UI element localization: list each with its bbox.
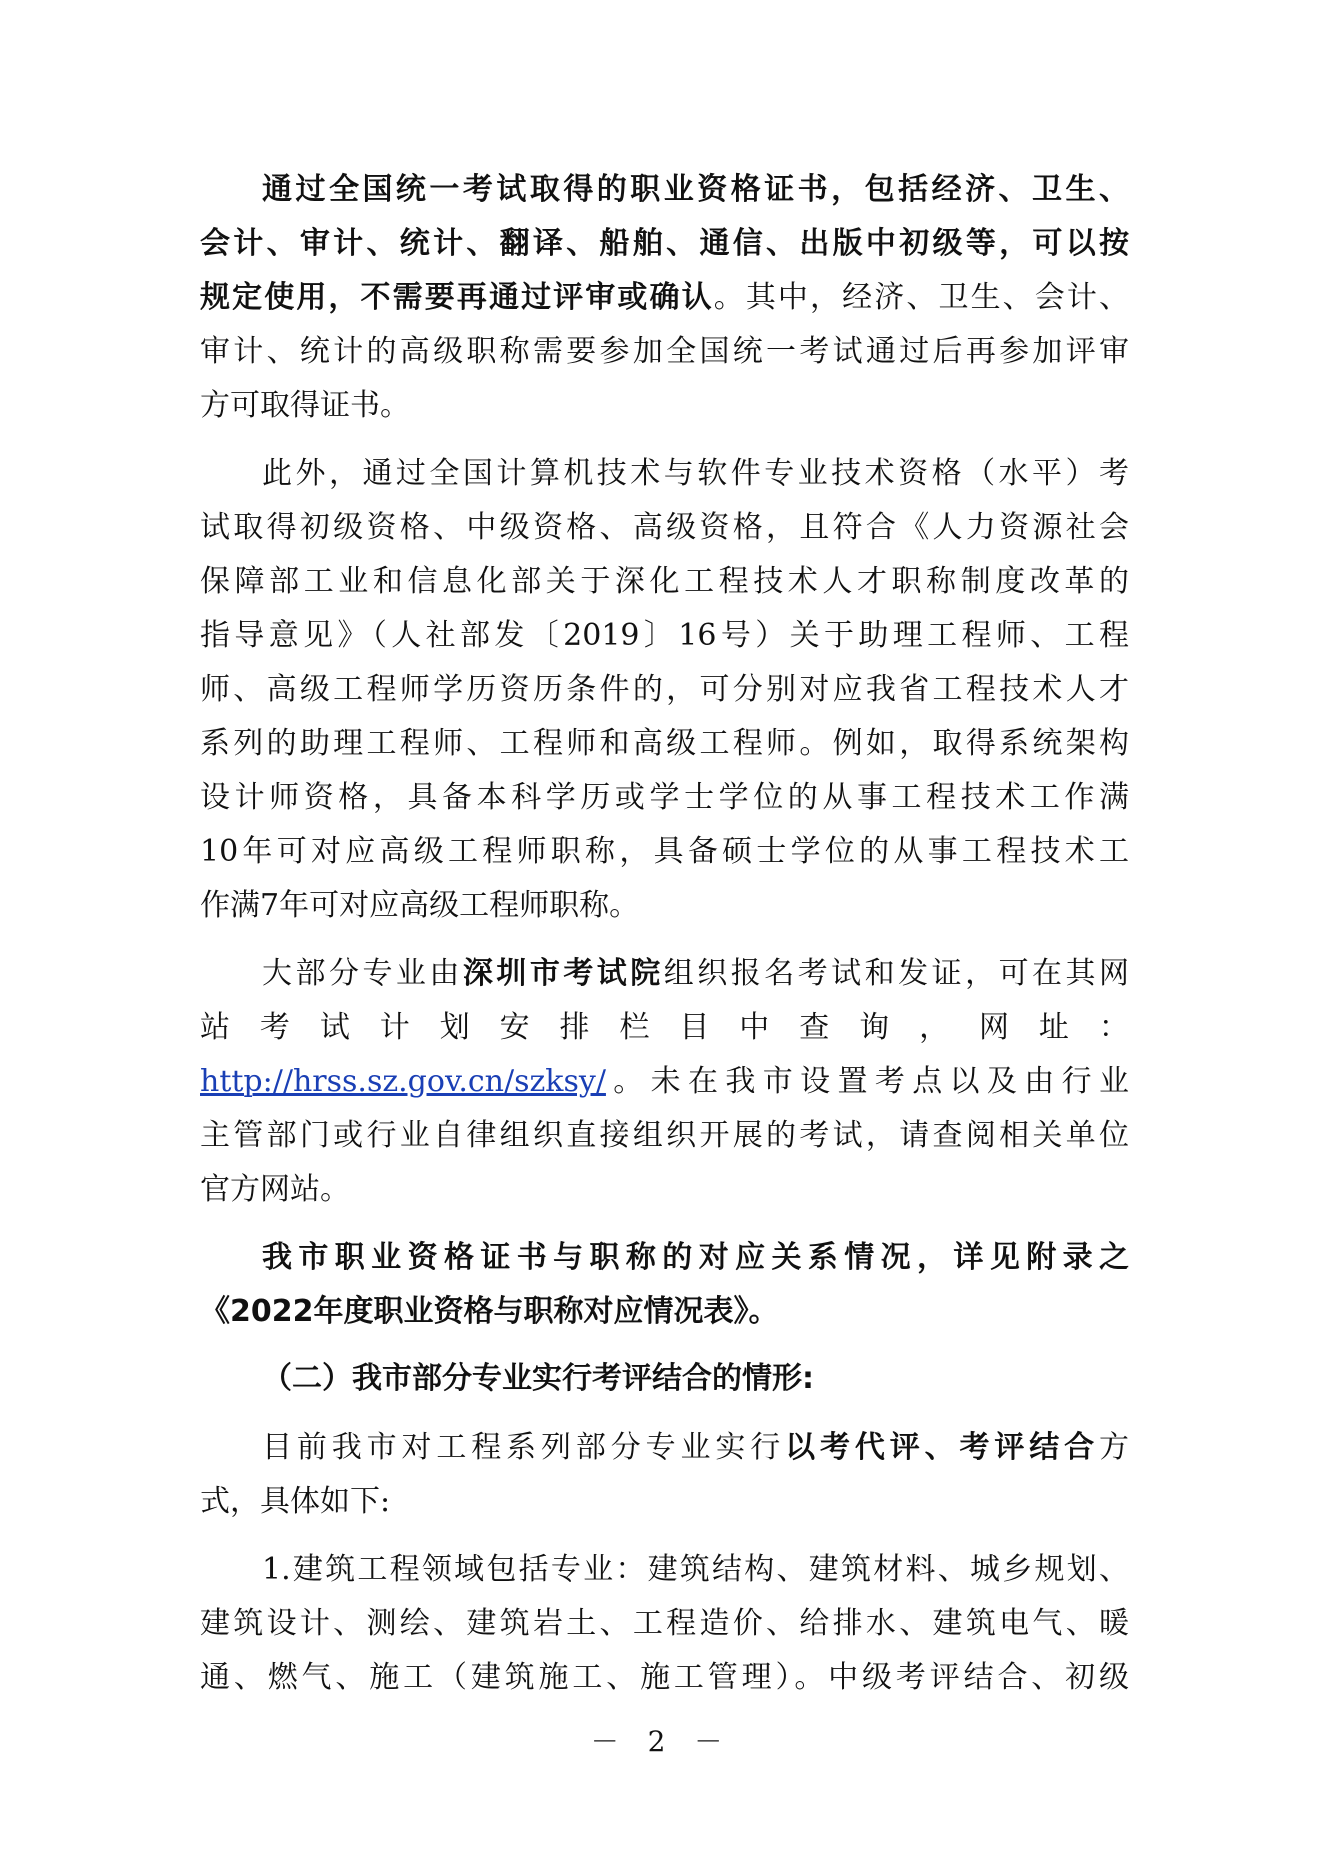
exam-institute-name: 深圳市考试院	[462, 956, 664, 991]
spread-char: 址	[1038, 1010, 1069, 1045]
p3-line-5: 官方网站。	[200, 1172, 350, 1207]
p2-line-1: 此外，通过全国计算机技术与软件专业技术资格（水平）考	[262, 456, 1129, 491]
p5-line-1-pre: 目前我市对工程系列部分专业实行	[262, 1430, 786, 1465]
p1-bold-phrase: 规定使用，不需要再通过评审或确认	[200, 280, 714, 315]
p1-line-1: 通过全国统一考试取得的职业资格证书，包括经济、卫生、	[262, 172, 1129, 207]
p3-line-1-post: 组织报名考试和发证，可在其网	[663, 956, 1129, 991]
page-number: － 2 －	[590, 1725, 733, 1758]
p1-line-3-rest: 。其中，经济、卫生、会计、	[713, 280, 1129, 315]
spread-char: 站	[200, 1010, 230, 1045]
p5-line-2: 式，具体如下:	[200, 1484, 391, 1519]
spread-char: 中	[739, 1010, 770, 1045]
spread-char: 计	[379, 1010, 410, 1045]
spread-char: 栏	[619, 1010, 650, 1045]
p2-line-2: 试取得初级资格、中级资格、高级资格，且符合《人力资源社会	[200, 510, 1129, 545]
spread-char: 目	[679, 1010, 710, 1045]
p4-line-1: 我市职业资格证书与职称的对应关系情况，详见附录之	[262, 1240, 1129, 1275]
section-heading-2: （二）我市部分专业实行考评结合的情形:	[262, 1361, 814, 1396]
p1-line-5: 方可取得证书。	[200, 388, 410, 423]
p3-line-1-pre: 大部分专业由	[262, 956, 463, 991]
p6-line-3: 通、燃气、施工（建筑施工、施工管理）。中级考评结合、初级	[200, 1660, 1129, 1695]
p3-line-3-rest: 。未在我市设置考点以及由行业	[605, 1064, 1129, 1099]
p5-bold-phrase: 以考代评、考评结合	[785, 1430, 1099, 1465]
p2-line-5: 师、高级工程师学历资历条件的，可分别对应我省工程技术人才	[200, 672, 1129, 707]
p3-line-2	[200, 1005, 1129, 1051]
spread-char: 排	[559, 1010, 590, 1045]
spread-char: 询	[859, 1010, 890, 1045]
p1-line-3	[200, 275, 1129, 321]
p1-line-2: 会计、审计、统计、翻译、船舶、通信、出版中初级等，可以按	[200, 226, 1129, 261]
p6-line-1: 1.建筑工程领域包括专业：建筑结构、建筑材料、城乡规划、	[262, 1552, 1129, 1587]
p2-line-4: 指导意见》（人社部发〔2019〕16号）关于助理工程师、工程	[200, 618, 1129, 653]
p3-line-3	[200, 1059, 1129, 1105]
p1-line-4: 审计、统计的高级职称需要参加全国统一考试通过后再参加评审	[200, 334, 1129, 369]
p2-line-9: 作满7年可对应高级工程师职称。	[200, 888, 640, 923]
p5-line-1	[262, 1425, 1129, 1471]
p3-line-1	[262, 951, 1129, 997]
spread-char: 安	[499, 1010, 530, 1045]
p2-line-7: 设计师资格，具备本科学历或学士学位的从事工程技术工作满	[200, 780, 1129, 815]
spread-char: 网	[978, 1010, 1009, 1045]
spread-char: 试	[319, 1010, 350, 1045]
spread-char: 查	[799, 1010, 830, 1045]
spread-char: 考	[259, 1010, 290, 1045]
p3-line-4: 主管部门或行业自律组织直接组织开展的考试，请查阅相关单位	[200, 1118, 1129, 1153]
spread-char: ：	[1098, 1010, 1129, 1045]
spread-char: 划	[439, 1010, 470, 1045]
exam-website-link[interactable]: http://hrss.sz.gov.cn/szksy/	[200, 1064, 606, 1099]
p2-line-6: 系列的助理工程师、工程师和高级工程师。例如，取得系统架构	[200, 726, 1129, 761]
spread-char: ，	[919, 1010, 950, 1045]
p2-line-8: 10年可对应高级工程师职称，具备硕士学位的从事工程技术工	[200, 834, 1129, 869]
p5-line-1-post: 方	[1099, 1430, 1129, 1465]
p6-line-2: 建筑设计、测绘、建筑岩土、工程造价、给排水、建筑电气、暖	[200, 1606, 1129, 1641]
p2-line-3: 保障部工业和信息化部关于深化工程技术人才职称制度改革的	[200, 564, 1129, 599]
p4-line-2: 《2022年度职业资格与职称对应情况表》。	[200, 1294, 779, 1329]
